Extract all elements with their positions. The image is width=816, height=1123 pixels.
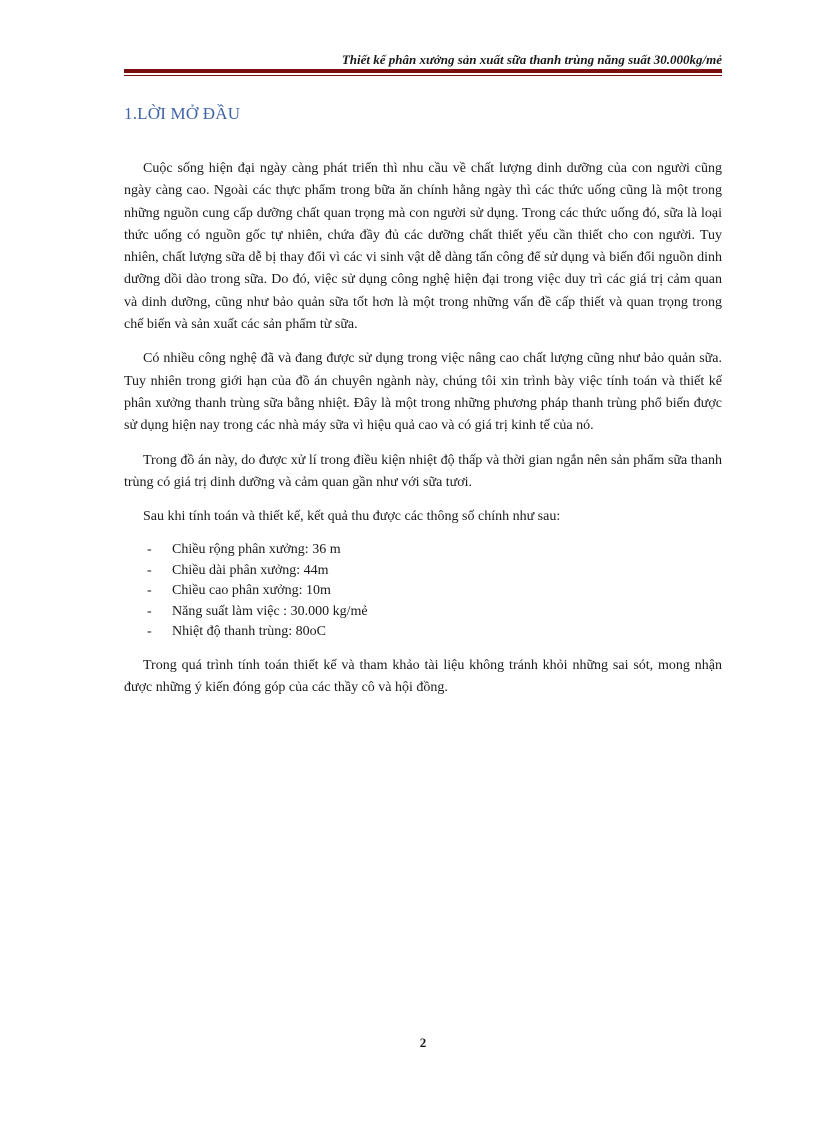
- body-text: [124, 158, 722, 712]
- header-rule-thick: [124, 69, 722, 73]
- bullet-dash: -: [147, 583, 152, 599]
- results-list: [124, 540, 722, 643]
- result-item-width: [124, 540, 722, 561]
- bullet-dash: -: [147, 624, 152, 640]
- result-item-text: Năng suất làm việc : 30.000 kg/mẻ: [172, 603, 368, 619]
- paragraph-technology: Có nhiều công nghệ đã và đang được sử dụng trong việc nâng cao chất lượng cũng như bảo quản sữa. Tuy nhiên trong giới hạn của đồ án chuyên ngành này, chúng tôi xin trình bày việc tính toán và thiết kế phân xưởng thanh trùng sữa bằng nhiệt. Đây là một trong những phương pháp thanh trùng phổ biến được sử dụng hiện nay trong các nhà máy sữa vì hiệu quả cao và có giá trị kinh tế của nó.: [124, 351, 722, 434]
- result-item-text: Chiều rộng phân xưởng: 36 m: [172, 542, 341, 558]
- bullet-dash: -: [147, 603, 152, 619]
- paragraph-intro: Cuộc sống hiện đại ngày càng phát triển thì nhu cầu về chất lượng dinh dưỡng của con người cũng ngày càng cao. Ngoài các thực phẩm trong bữa ăn chính hằng ngày thì các thức uống cũng là một trong những nguồn cung cấp dưỡng chất quan trọng mà con người sử dụng. Trong các thức uống đó, sữa là loại thức uống có nguồn gốc tự nhiên, chứa đầy đủ các dưỡng chất thiết yếu cần thiết cho con người. Tuy nhiên, chất lượng sữa dễ bị thay đổi vì các vi sinh vật dễ dàng tấn công để sử dụng và biến đổi nguồn dinh dưỡng dồi dào trong sữa. Do đó, việc sử dụng công nghệ hiện đại trong việc duy trì các giá trị cảm quan và dinh dưỡng, cũng như bảo quản sữa tốt hơn là một trong những vấn đề cấp thiết và quan trọng trong chế biến và sản xuất các sản phẩm từ sữa.: [124, 161, 722, 333]
- header-rule-thin: [124, 75, 722, 76]
- section-title: 1.LỜI MỞ ĐẦU: [124, 104, 241, 123]
- bullet-dash: -: [147, 562, 152, 578]
- paragraph-project: Trong đồ án này, do được xử lí trong điều kiện nhiệt độ thấp và thời gian ngắn nên sản phẩm sữa thanh trùng có giá trị dinh dưỡng và cảm quan gần như với sữa tươi.: [124, 452, 722, 490]
- result-item-text: Chiều cao phân xưởng: 10m: [172, 583, 331, 599]
- bullet-dash: -: [147, 542, 152, 558]
- page-number: 2: [419, 1035, 427, 1050]
- result-item-text: Chiều dài phân xưởng: 44m: [172, 562, 329, 578]
- result-item-text: Nhiệt độ thanh trùng: 80oC: [172, 624, 326, 640]
- result-item-height: [124, 581, 722, 602]
- result-item-capacity: [124, 602, 722, 623]
- result-item-temperature: [124, 622, 722, 643]
- paragraph-results-lead: Sau khi tính toán và thiết kế, kết quả thu được các thông số chính như sau:: [143, 509, 561, 525]
- running-header-title: Thiết kế phân xưởng sản xuất sữa thanh trùng năng suất 30.000kg/mẻ: [341, 52, 722, 67]
- paragraph-closing: Trong quá trình tính toán thiết kế và tham khảo tài liệu không tránh khỏi những sai sót, mong nhận được những ý kiến đóng góp của các thầy cô và hội đồng.: [124, 657, 722, 696]
- result-item-length: [124, 561, 722, 582]
